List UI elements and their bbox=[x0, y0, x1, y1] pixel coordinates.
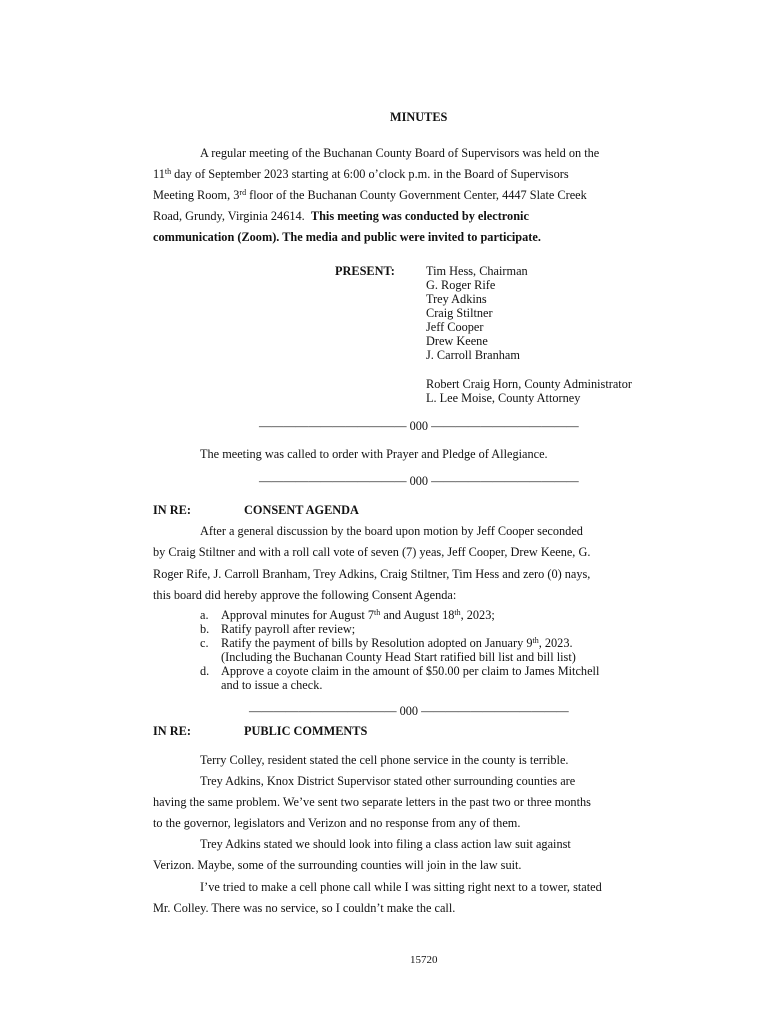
comment-line: Terry Colley, resident stated the cell phone service in the county is terrible. bbox=[200, 753, 569, 767]
intro-line-1: A regular meeting of the Buchanan County Board of Supervisors was held on the bbox=[200, 146, 600, 160]
comment-line: Mr. Colley. There was no service, so I couldn’t make the call. bbox=[153, 901, 456, 915]
comment-line: Trey Adkins, Knox District Supervisor stated other surrounding counties are bbox=[200, 774, 576, 788]
page-title: MINUTES bbox=[390, 110, 448, 124]
consent-line: this board did hereby approve the following Consent Agenda: bbox=[153, 588, 457, 602]
intro-line-5: communication (Zoom). The media and public were invited to participate. bbox=[153, 230, 541, 244]
agenda-item-a: Approval minutes for August 7th and August 18th, 2023; bbox=[221, 608, 495, 622]
agenda-item-b: Ratify payroll after review; bbox=[221, 622, 356, 636]
staff-list bbox=[426, 377, 632, 405]
member-name: G. Roger Rife bbox=[426, 278, 496, 292]
agenda-item-c-continued: (Including the Buchanan County Head Start ratified bill list and bill list) bbox=[221, 650, 576, 664]
intro-line-4: Road, Grundy, Virginia 24614. This meeting was conducted by electronic bbox=[153, 209, 529, 223]
comment-line: Trey Adkins stated we should look into filing a class action law suit against bbox=[200, 837, 571, 851]
intro-line-3: Meeting Room, 3rd floor of the Buchanan County Government Center, 4447 Slate Creek bbox=[153, 188, 587, 202]
in-re-label: IN RE: bbox=[153, 503, 191, 517]
consent-line: After a general discussion by the board upon motion by Jeff Cooper seconded bbox=[200, 524, 583, 538]
comment-line: to the governor, legislators and Verizon and no response from any of them. bbox=[153, 816, 521, 830]
call-to-order-text: The meeting was called to order with Prayer and Pledge of Allegiance. bbox=[200, 447, 548, 461]
comment-line: Verizon. Maybe, some of the surrounding counties will join in the law suit. bbox=[153, 858, 522, 872]
staff-name: Robert Craig Horn, County Administrator bbox=[426, 377, 632, 391]
agenda-item-letter: d. bbox=[200, 664, 210, 678]
member-name: Tim Hess, Chairman bbox=[426, 264, 528, 278]
in-re-label: IN RE: bbox=[153, 724, 191, 738]
section-separator: ———————————— 000 ———————————— bbox=[259, 474, 579, 488]
agenda-item-d: Approve a coyote claim in the amount of $50.00 per claim to James Mitchell bbox=[221, 664, 600, 678]
page-number: 15720 bbox=[410, 954, 438, 966]
consent-agenda-heading: CONSENT AGENDA bbox=[244, 503, 359, 517]
member-name: J. Carroll Branham bbox=[426, 348, 520, 362]
member-name: Trey Adkins bbox=[426, 292, 487, 306]
public-comments-heading: PUBLIC COMMENTS bbox=[244, 724, 368, 738]
staff-name: L. Lee Moise, County Attorney bbox=[426, 391, 581, 405]
agenda-item-c: Ratify the payment of bills by Resolution adopted on January 9th, 2023. bbox=[221, 636, 573, 650]
section-separator: ———————————— 000 ———————————— bbox=[259, 419, 579, 433]
agenda-item-letter: a. bbox=[200, 608, 209, 622]
consent-line: Roger Rife, J. Carroll Branham, Trey Adkins, Craig Stiltner, Tim Hess and zero (0) nays, bbox=[153, 567, 591, 581]
member-list bbox=[426, 264, 528, 362]
consent-line: by Craig Stiltner and with a roll call vote of seven (7) yeas, Jeff Cooper, Drew Keene, G. bbox=[153, 545, 591, 559]
intro-line-2: 11th day of September 2023 starting at 6:00 o’clock p.m. in the Board of Supervisors bbox=[153, 167, 569, 181]
member-name: Jeff Cooper bbox=[426, 320, 484, 334]
agenda-item-letter: b. bbox=[200, 622, 210, 636]
agenda-item-d-continued: and to issue a check. bbox=[221, 678, 323, 692]
comment-line: I’ve tried to make a cell phone call while I was sitting right next to a tower, stated bbox=[200, 880, 602, 894]
present-label: PRESENT: bbox=[335, 264, 395, 278]
member-name: Drew Keene bbox=[426, 334, 488, 348]
comment-line: having the same problem. We’ve sent two separate letters in the past two or three months bbox=[153, 795, 591, 809]
member-name: Craig Stiltner bbox=[426, 306, 493, 320]
section-separator: ———————————— 000 ———————————— bbox=[249, 704, 569, 718]
agenda-item-letter: c. bbox=[200, 636, 209, 650]
